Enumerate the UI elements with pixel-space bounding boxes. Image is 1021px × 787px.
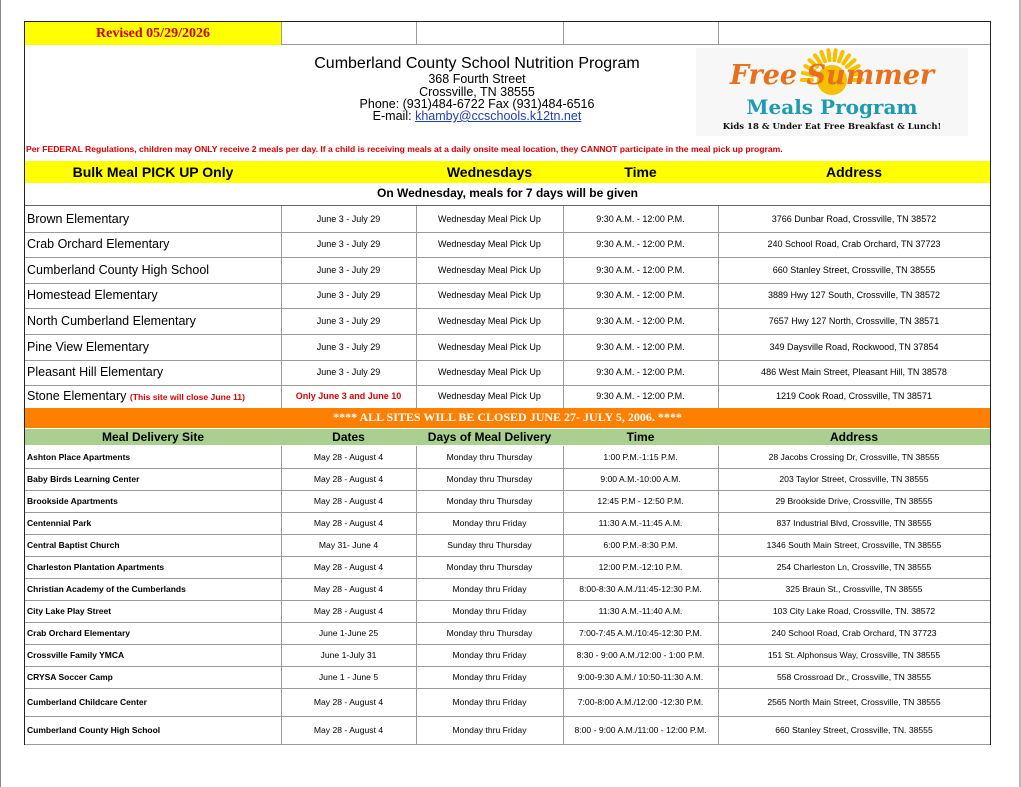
logo-line1: Free Summer — [729, 60, 935, 91]
delivery-days: Monday thru Thursday — [446, 562, 533, 572]
delivery-address: 29 Brookside Drive, Crossville, TN 38555 — [775, 496, 933, 506]
delivery-dates: May 28 - August 4 — [313, 496, 384, 506]
header-divider — [281, 22, 282, 45]
delivery-dates: May 31- June 4 — [318, 540, 379, 550]
delivery-days: Monday thru Friday — [452, 650, 527, 660]
delivery-header-days: Days of Meal Delivery — [427, 430, 552, 444]
org-phone: Phone: (931)484-6722 Fax (931)484-6516 — [359, 97, 595, 111]
delivery-dates: May 28 - August 4 — [313, 725, 384, 735]
delivery-time: 11:30 A.M.-11:40 A.M. — [598, 606, 683, 616]
site-name-text: Crab Orchard Elementary — [27, 237, 170, 251]
site-name-text: North Cumberland Elementary — [27, 314, 196, 328]
pickup-day: Wednesday Meal Pick Up — [438, 342, 541, 352]
delivery-time: 9:00 A.M.-10:00 A.M. — [600, 474, 681, 484]
delivery-days: Monday thru Thursday — [446, 496, 533, 506]
site-name-text: Pleasant Hill Elementary — [27, 365, 164, 379]
pickup-time: 9:30 A.M. - 12:00 P.M. — [596, 391, 685, 401]
pickup-dates: June 3 - July 29 — [316, 316, 381, 326]
delivery-address: 325 Braun St., Crossville, TN 38555 — [785, 584, 923, 594]
pickup-day: Wednesday Meal Pick Up — [438, 316, 541, 326]
row-rule — [25, 744, 990, 745]
delivery-days: Monday thru Thursday — [446, 628, 533, 638]
site-name-text: Cumberland County High School — [27, 263, 210, 277]
pickup-site-name — [27, 334, 281, 360]
delivery-dates: June 1 - June 5 — [318, 672, 379, 682]
delivery-time: 8:30 - 9:00 A.M./12:00 - 1:00 P.M. — [576, 650, 705, 660]
pickup-time: 9:30 A.M. - 12:00 P.M. — [596, 239, 685, 249]
pickup-header-address: Address — [825, 164, 883, 180]
pickup-address: 3889 Hwy 127 South, Crossville, TN 38572 — [768, 290, 940, 300]
delivery-days: Monday thru Friday — [452, 518, 527, 528]
delivery-address: 103 City Lake Road, Crossville, TN. 38572 — [772, 606, 936, 616]
delivery-header-time: Time — [626, 430, 655, 444]
delivery-time: 12:45 P.M - 12:50 P.M. — [597, 496, 684, 506]
pickup-site-name — [27, 360, 281, 385]
pickup-dates: June 3 - July 29 — [316, 290, 381, 300]
delivery-dates: June 1-July 31 — [320, 650, 377, 660]
column-divider — [416, 446, 417, 744]
delivery-address: 254 Charleston Ln, Crossville, TN 38555 — [776, 562, 932, 572]
pickup-dates: June 3 - July 29 — [316, 265, 381, 275]
pickup-site-name — [27, 257, 281, 283]
delivery-site-name: Centennial Park — [27, 518, 92, 528]
delivery-site-name: Baby Birds Learning Center — [27, 474, 140, 484]
delivery-address: 151 St. Alphonsus Way, Crossville, TN 38555 — [767, 650, 941, 660]
pickup-time: 9:30 A.M. - 12:00 P.M. — [596, 367, 685, 377]
delivery-site-name: CRYSA Soccer Camp — [27, 672, 113, 682]
site-name-text: Brown Elementary — [27, 212, 130, 226]
pickup-dates: June 3 - July 29 — [316, 342, 381, 352]
delivery-header-address: Address — [829, 430, 879, 444]
header-rule — [281, 44, 990, 45]
summer-meals-logo — [696, 48, 968, 136]
pickup-day: Wednesday Meal Pick Up — [438, 391, 541, 401]
column-divider — [281, 446, 282, 744]
delivery-address: 240 School Road, Crab Orchard, TN 37723 — [771, 628, 937, 638]
delivery-site-name: Crossville Family YMCA — [27, 650, 125, 660]
delivery-site-name: Cumberland County High School — [27, 725, 161, 735]
pickup-day: Wednesday Meal Pick Up — [438, 214, 541, 224]
delivery-address: 2565 North Main Street, Crossville, TN 38555 — [767, 697, 941, 707]
pickup-day: Wednesday Meal Pick Up — [438, 290, 541, 300]
delivery-dates: May 28 - August 4 — [313, 606, 384, 616]
pickup-address: 7657 Hwy 127 North, Crossville, TN 38571 — [768, 316, 940, 326]
delivery-address: 28 Jacobs Crossing Dr, Crossville, TN 38555 — [768, 452, 940, 462]
delivery-address: 1346 South Main Street, Crossville, TN 38555 — [766, 540, 942, 550]
delivery-header-site: Meal Delivery Site — [101, 430, 205, 444]
pickup-address: 1219 Cook Road, Crossville, TN 38571 — [776, 391, 932, 401]
pickup-site-name — [27, 232, 281, 257]
pickup-dates: June 3 - July 29 — [316, 367, 381, 377]
pickup-time: 9:30 A.M. - 12:00 P.M. — [596, 316, 685, 326]
pickup-site-name — [27, 206, 281, 232]
org-city: Crossville, TN 38555 — [419, 85, 535, 99]
org-street: 368 Fourth Street — [428, 72, 526, 86]
pickup-site-name — [27, 283, 281, 308]
delivery-site-name: Cumberland Childcare Center — [27, 697, 147, 707]
delivery-days: Monday thru Friday — [452, 725, 527, 735]
delivery-days: Monday thru Friday — [452, 672, 527, 682]
delivery-address: 558 Crossroad Dr., Crossville, TN 38555 — [776, 672, 932, 682]
header-divider — [416, 22, 417, 45]
pickup-site-name — [27, 385, 281, 408]
org-email-line — [282, 110, 672, 123]
pickup-address: 660 Stanley Street, Crossville, TN 38555 — [772, 265, 936, 275]
pickup-header-site: Bulk Meal PICK UP Only — [72, 164, 234, 180]
delivery-time: 9:00-9:30 A.M./ 10:50-11:30 A.M. — [577, 672, 704, 682]
delivery-dates: May 28 - August 4 — [313, 697, 384, 707]
header-divider — [718, 22, 719, 45]
delivery-address: 837 Industrial Blvd, Crossville, TN 38555 — [776, 518, 932, 528]
delivery-dates: May 28 - August 4 — [313, 474, 384, 484]
closure-notice: **** ALL SITES WILL BE CLOSED JUNE 27- JULY 5, 2006. **** — [333, 410, 682, 424]
pickup-subnote: On Wednesday, meals for 7 days will be given — [377, 186, 638, 200]
pickup-header-day: Wednesdays — [446, 164, 533, 180]
email-link[interactable]: khamby@ccschools.k12tn.net — [415, 109, 582, 123]
delivery-days: Monday thru Friday — [452, 697, 527, 707]
pickup-address: 486 West Main Street, Pleasant Hill, TN 38578 — [761, 367, 947, 377]
pickup-address: 240 School Road, Crab Orchard, TN 37723 — [767, 239, 941, 249]
site-name-text: Stone Elementary — [27, 389, 127, 403]
delivery-address: 660 Stanley Street, Crossville, TN. 38555 — [775, 725, 933, 735]
site-name-text: Homestead Elementary — [27, 288, 158, 302]
org-name: Cumberland County School Nutrition Program — [314, 55, 640, 72]
header-divider — [563, 22, 564, 45]
pickup-time: 9:30 A.M. - 12:00 P.M. — [596, 214, 685, 224]
delivery-dates: May 28 - August 4 — [313, 518, 384, 528]
pickup-site-name — [27, 308, 281, 334]
site-name-text: Pine View Elementary — [27, 340, 150, 354]
column-divider — [563, 446, 564, 744]
pickup-address: 349 Daysville Road, Rockwood, TN 37854 — [769, 342, 939, 352]
delivery-site-name: Charleston Plantation Apartments — [27, 562, 165, 572]
pickup-address: 3766 Dunbar Road, Crossville, TN 38572 — [771, 214, 937, 224]
pickup-day: Wednesday Meal Pick Up — [438, 367, 541, 377]
delivery-header-dates: Dates — [332, 430, 365, 444]
revised-date: Revised 05/29/2026 — [25, 22, 281, 45]
delivery-time: 12:00 P.M.-12:10 P.M. — [598, 562, 683, 572]
delivery-site-name: Christian Academy of the Cumberlands — [27, 584, 186, 594]
pickup-dates: June 3 - July 29 — [316, 214, 381, 224]
delivery-time: 7:00-7:45 A.M./10:45-12:30 P.M. — [578, 628, 703, 638]
column-divider — [563, 206, 564, 408]
column-divider — [718, 446, 719, 744]
delivery-dates: May 28 - August 4 — [313, 452, 384, 462]
pickup-dates: June 3 - July 29 — [316, 239, 381, 249]
email-label: E-mail: — [372, 109, 412, 123]
delivery-time: 11:30 A.M.-11:45 A.M. — [598, 518, 683, 528]
pickup-time: 9:30 A.M. - 12:00 P.M. — [596, 342, 685, 352]
column-divider — [281, 206, 282, 408]
page-edge-left — [0, 0, 1, 787]
pickup-time: 9:30 A.M. - 12:00 P.M. — [596, 265, 685, 275]
delivery-days: Monday thru Friday — [452, 584, 527, 594]
delivery-site-name: Brookside Apartments — [27, 496, 118, 506]
delivery-site-name: Ashton Place Apartments — [27, 452, 131, 462]
delivery-site-name: City Lake Play Street — [27, 606, 112, 616]
delivery-time: 8:00-8:30 A.M./11:45-12:30 P.M. — [579, 584, 702, 594]
federal-notice: Per FEDERAL Regulations, children may ONLY receive 2 meals per day. If a child is receiving meals at a daily onsite meal location, they CANNOT participate in the meal pick up program. — [26, 144, 783, 154]
delivery-dates: May 28 - August 4 — [313, 562, 384, 572]
column-divider — [718, 206, 719, 408]
column-divider — [416, 206, 417, 408]
pickup-time: 9:30 A.M. - 12:00 P.M. — [596, 290, 685, 300]
delivery-days: Monday thru Friday — [452, 606, 527, 616]
pickup-dates: Only June 3 and June 10 — [295, 391, 402, 401]
delivery-dates: June 1-June 25 — [318, 628, 379, 638]
delivery-site-name: Central Baptist Church — [27, 540, 120, 550]
pickup-day: Wednesday Meal Pick Up — [438, 239, 541, 249]
delivery-time: 7:00-8:00 A.M./12:00 -12:30 P.M. — [577, 697, 704, 707]
delivery-time: 6:00 P.M.-8:30 P.M. — [603, 540, 678, 550]
delivery-days: Monday thru Thursday — [446, 452, 533, 462]
delivery-days: Monday thru Thursday — [446, 474, 533, 484]
delivery-time: 1:00 P.M.-1:15 P.M. — [603, 452, 678, 462]
delivery-address: 203 Taylor Street, Crossville, TN 38555 — [779, 474, 929, 484]
logo-line2: Meals Program — [746, 95, 918, 119]
delivery-time: 8:00 - 9:00 A.M./11:00 - 12:00 P.M. — [574, 725, 707, 735]
site-close-note: (This site will close June 11) — [129, 392, 245, 402]
delivery-dates: May 28 - August 4 — [313, 584, 384, 594]
delivery-site-name: Crab Orchard Elementary — [27, 628, 130, 638]
logo-tagline: Kids 18 & Under Eat Free Breakfast & Lunch! — [722, 122, 942, 132]
delivery-days: Sunday thru Thursday — [447, 540, 532, 550]
pickup-day: Wednesday Meal Pick Up — [438, 265, 541, 275]
pickup-header-time: Time — [624, 164, 657, 180]
